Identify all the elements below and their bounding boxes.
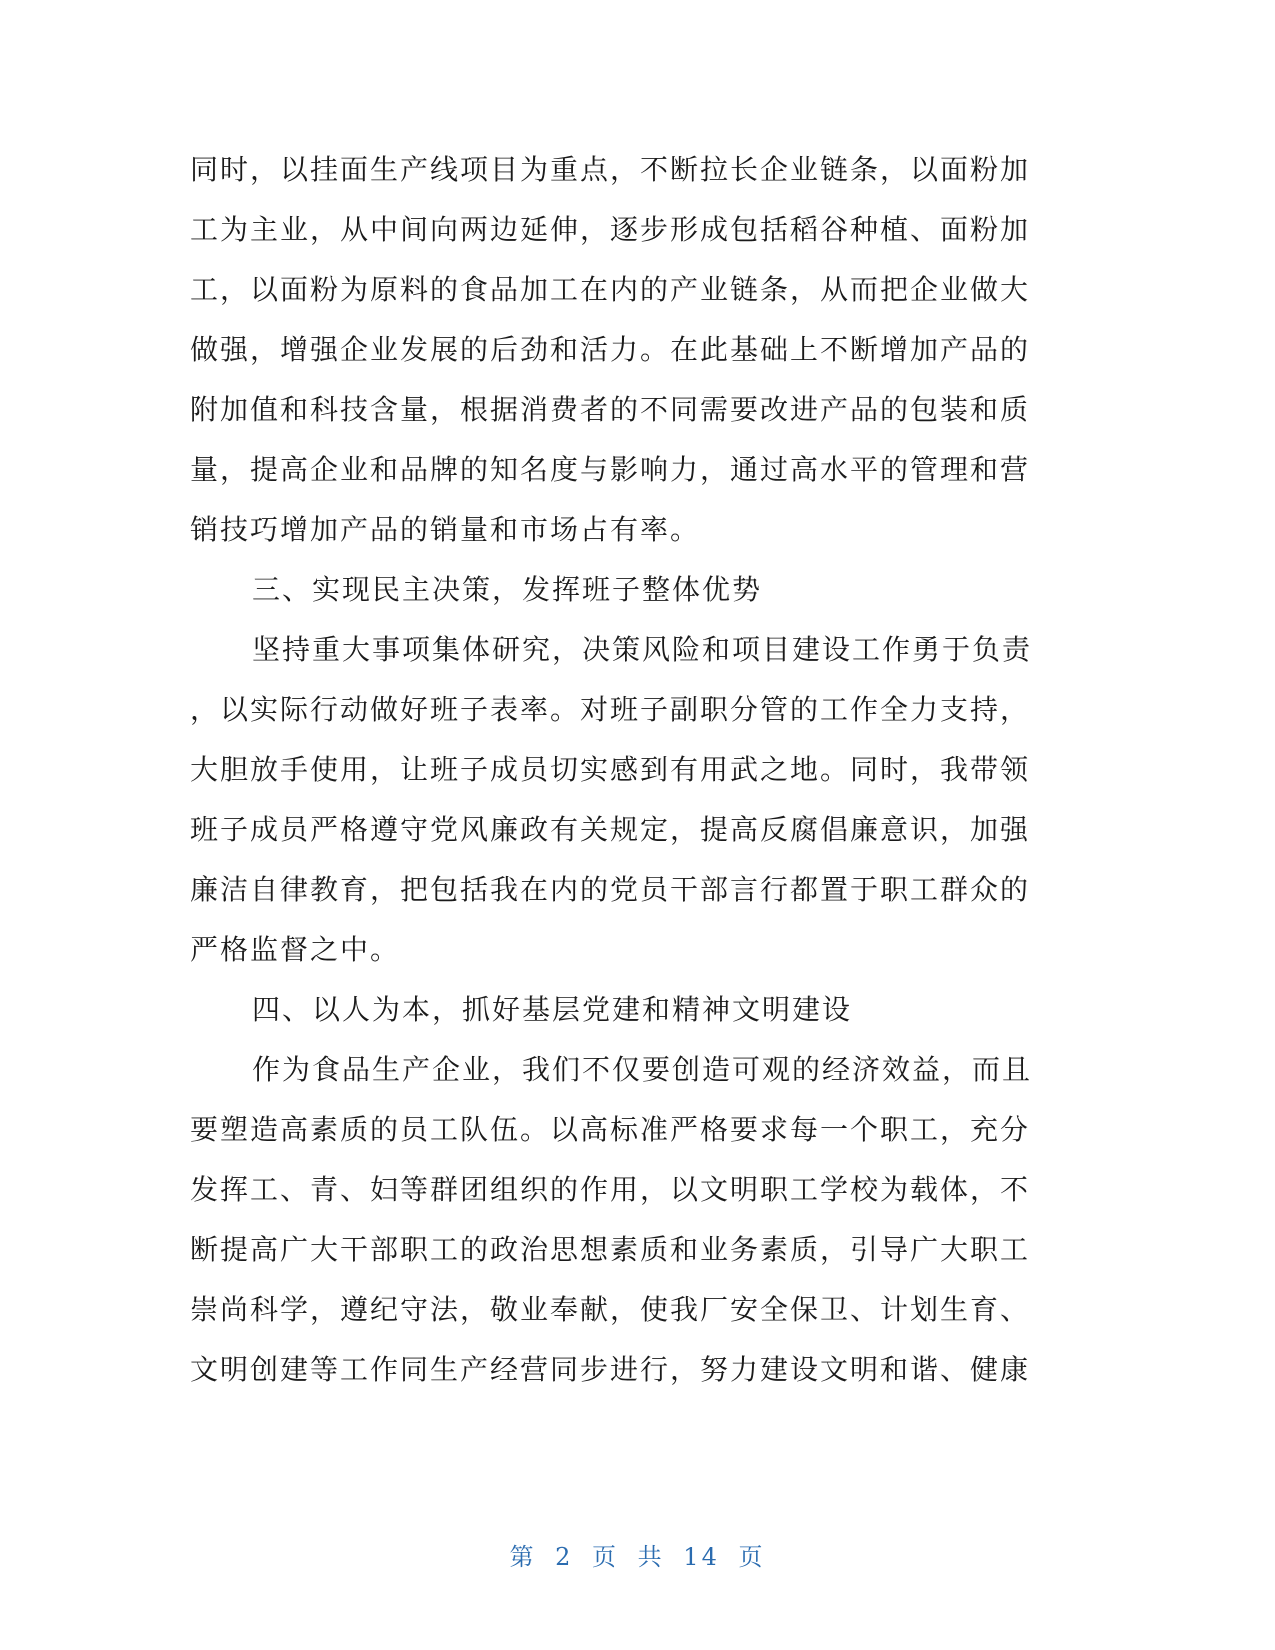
text-line: 工为主业，从中间向两边延伸，逐步形成包括稻谷种植、面粉加 [190,213,1031,246]
text-line: 附加值和科技含量，根据消费者的不同需要改进产品的包装和质 [190,393,1031,426]
body-text [190,148,1070,1408]
text-line: 做强，增强企业发展的后劲和活力。在此基础上不断增加产品的 [190,333,1031,366]
text-line: 销技巧增加产品的销量和市场占有率。 [190,513,701,546]
text-line: 工，以面粉为原料的食品加工在内的产业链条，从而把企业做大 [190,273,1031,306]
text-line: 同时，以挂面生产线项目为重点，不断拉长企业链条，以面粉加 [190,153,1031,186]
text-line: 四、以人为本，抓好基层党建和精神文明建设 [252,993,853,1026]
text-line: 量，提高企业和品牌的知名度与影响力，通过高水平的管理和营 [190,453,1031,486]
text-line: 坚持重大事项集体研究，决策风险和项目建设工作勇于负责 [252,633,1033,666]
text-line: 作为食品生产企业，我们不仅要创造可观的经济效益，而且 [252,1053,1033,1086]
page-number-footer: 第 2 页 共 14 页 [509,1543,766,1571]
text-line: 要塑造高素质的员工队伍。以高标准严格要求每一个职工，充分 [190,1113,1031,1146]
text-line: 文明创建等工作同生产经营同步进行，努力建设文明和谐、健康 [190,1353,1031,1386]
text-line: 崇尚科学，遵纪守法，敬业奉献，使我厂安全保卫、计划生育、 [190,1293,1031,1326]
text-line: 班子成员严格遵守党风廉政有关规定，提高反腐倡廉意识，加强 [190,813,1031,846]
text-line: 三、实现民主决策，发挥班子整体优势 [252,573,763,606]
text-line: 发挥工、青、妇等群团组织的作用，以文明职工学校为载体，不 [190,1173,1031,1206]
text-line: 大胆放手使用，让班子成员切实感到有用武之地。同时，我带领 [190,753,1031,786]
text-line: 断提高广大干部职工的政治思想素质和业务素质，引导广大职工 [190,1233,1031,1266]
text-line: 严格监督之中。 [190,933,401,966]
text-line: 廉洁自律教育，把包括我在内的党员干部言行都置于职工群众的 [190,873,1031,906]
text-line: ，以实际行动做好班子表率。对班子副职分管的工作全力支持， [190,693,1031,726]
